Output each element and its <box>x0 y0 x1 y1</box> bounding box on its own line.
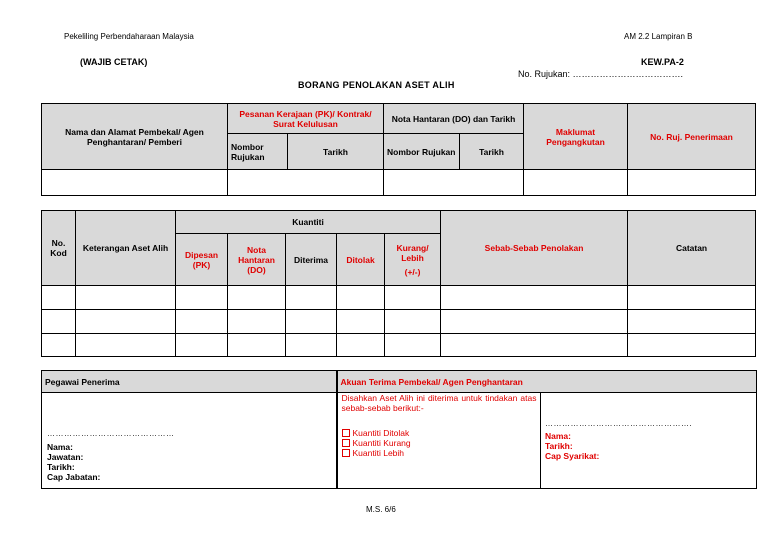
mandatory-print-label: (WAJIB CETAK) <box>80 57 148 67</box>
received-header: Diterima <box>286 234 337 286</box>
table-cell[interactable] <box>628 286 756 310</box>
shortage-excess-label: Kurang/ Lebih <box>396 242 429 263</box>
table-cell[interactable] <box>228 310 286 334</box>
checkbox-icon[interactable] <box>342 439 350 447</box>
option-rejected[interactable] <box>342 428 411 438</box>
rejected-header: Ditolak <box>337 234 385 286</box>
table-cell[interactable] <box>286 286 337 310</box>
reference-number-field: No. Rujukan: ………………………………. <box>518 69 684 79</box>
government-order-header: Pesanan Kerajaan (PK)/ Kontrak/ Surat Kelulusan <box>228 104 384 134</box>
ordered-header: Dipesan (PK) <box>176 234 228 286</box>
header-circular: Pekeliling Perbendaharaan Malaysia <box>64 32 194 41</box>
do-cell[interactable] <box>384 170 524 196</box>
do-date-header: Tarikh <box>460 134 524 170</box>
delivery-note-qty-header: Nota Hantaran (DO) <box>228 234 286 286</box>
option-rejected-label: Kuantiti Ditolak <box>352 428 410 438</box>
supplier-info-table <box>41 103 756 196</box>
transport-info-header: Maklumat Pengangkutan <box>524 104 628 170</box>
table-cell[interactable] <box>385 310 441 334</box>
option-short[interactable] <box>342 438 411 448</box>
receipt-ref-cell[interactable] <box>628 170 756 196</box>
table-cell[interactable] <box>286 334 337 357</box>
form-title: BORANG PENOLAKAN ASET ALIH <box>298 80 455 90</box>
table-cell[interactable] <box>42 286 76 310</box>
date-label: Tarikh: <box>545 441 573 451</box>
header-appendix: AM 2.2 Lampiran B <box>624 32 693 41</box>
table-cell[interactable] <box>628 334 756 357</box>
signature-line: ……………………………………… <box>47 429 175 438</box>
table-cell[interactable] <box>286 310 337 334</box>
quantity-options <box>342 428 411 458</box>
table-cell[interactable] <box>42 334 76 357</box>
table-cell[interactable] <box>176 334 228 357</box>
table-cell[interactable] <box>176 286 228 310</box>
po-date-header: Tarikh <box>288 134 384 170</box>
supplier-details <box>545 431 599 461</box>
shortage-excess-sign: (+/-) <box>404 266 421 277</box>
table-row <box>42 310 756 334</box>
supplier-cell[interactable] <box>42 170 228 196</box>
quantity-header: Kuantiti <box>176 211 441 234</box>
option-excess-label: Kuantiti Lebih <box>352 448 405 458</box>
signature-table <box>41 370 757 489</box>
delivery-note-header: Nota Hantaran (DO) dan Tarikh <box>384 104 524 134</box>
table-row <box>42 334 756 357</box>
receiving-officer-cell[interactable] <box>42 393 337 489</box>
company-stamp-label: Cap Syarikat: <box>545 451 600 461</box>
position-label: Jawatan: <box>47 452 84 462</box>
table-cell[interactable] <box>337 310 385 334</box>
asset-rejection-table <box>41 210 756 357</box>
signature-line: ……………………………………………. <box>545 419 693 428</box>
table-cell[interactable] <box>385 286 441 310</box>
checkbox-icon[interactable] <box>342 449 350 457</box>
form-code: KEW.PA-2 <box>641 57 684 67</box>
officer-details <box>47 442 100 482</box>
description-header: Keterangan Aset Alih <box>76 211 176 286</box>
table-cell[interactable] <box>441 334 628 357</box>
receipt-ref-header: No. Ruj. Penerimaan <box>628 104 756 170</box>
checkbox-icon[interactable] <box>342 429 350 437</box>
table-cell[interactable] <box>441 286 628 310</box>
table-cell[interactable] <box>76 310 176 334</box>
table-cell[interactable] <box>176 310 228 334</box>
confirmation-text: Disahkan Aset Alih ini diterima untuk tindakan atas sebab-sebab berikut:- <box>341 393 537 413</box>
table-cell[interactable] <box>337 286 385 310</box>
receiving-officer-header: Pegawai Penerima <box>42 371 337 393</box>
table-cell[interactable] <box>76 286 176 310</box>
code-header: No. Kod <box>42 211 76 286</box>
table-row <box>42 286 756 310</box>
supplier-signature-cell[interactable] <box>541 393 757 489</box>
department-stamp-label: Cap Jabatan: <box>47 472 101 482</box>
table-cell[interactable] <box>441 310 628 334</box>
option-short-label: Kuantiti Kurang <box>352 438 411 448</box>
name-label: Nama: <box>47 442 73 452</box>
date-label: Tarikh: <box>47 462 75 472</box>
table-cell[interactable] <box>628 310 756 334</box>
po-ref-number-header: Nombor Rujukan <box>228 134 288 170</box>
supplier-header: Nama dan Alamat Pembekal/ Agen Penghantaran/ Pemberi <box>42 104 228 170</box>
table-cell[interactable] <box>337 334 385 357</box>
po-cell[interactable] <box>228 170 384 196</box>
page-number: M.S. 6/6 <box>366 505 396 514</box>
shortage-excess-header <box>385 234 441 286</box>
table-cell[interactable] <box>42 310 76 334</box>
table-cell[interactable] <box>228 286 286 310</box>
name-label: Nama: <box>545 431 571 441</box>
acknowledgement-options-cell <box>337 393 541 489</box>
do-ref-number-header: Nombor Rujukan <box>384 134 460 170</box>
table-cell[interactable] <box>385 334 441 357</box>
transport-cell[interactable] <box>524 170 628 196</box>
table-cell[interactable] <box>228 334 286 357</box>
remarks-header: Catatan <box>628 211 756 286</box>
rejection-reasons-header: Sebab-Sebab Penolakan <box>441 211 628 286</box>
table-cell[interactable] <box>76 334 176 357</box>
supplier-acknowledgement-header: Akuan Terima Pembekal/ Agen Penghantaran <box>337 371 757 393</box>
option-excess[interactable] <box>342 448 411 458</box>
